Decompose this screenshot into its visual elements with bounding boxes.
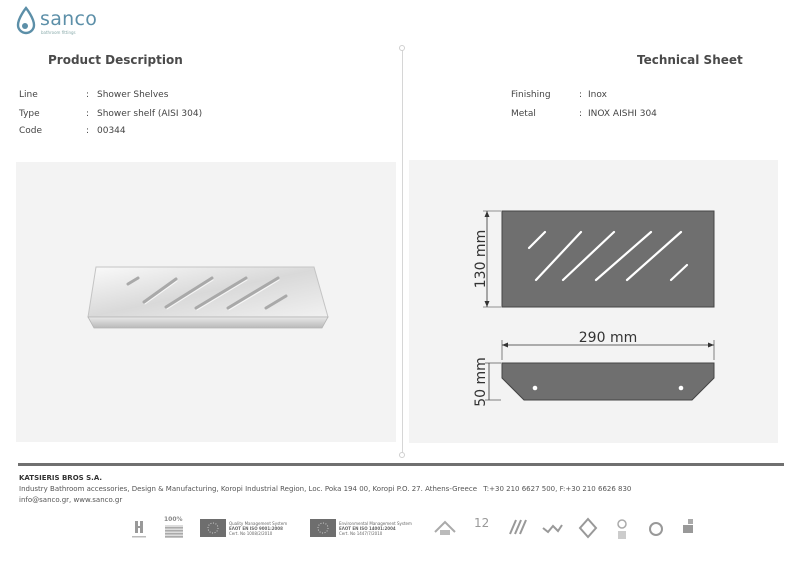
technical-sheet-heading: Technical Sheet xyxy=(637,53,743,67)
shelf-front-view xyxy=(502,363,714,400)
nano-icon xyxy=(678,516,700,542)
greece-percent: 100% xyxy=(164,516,183,523)
width-dimension-label: 290 mm xyxy=(578,330,638,346)
wave-check-icon xyxy=(540,516,564,542)
height-dimension-label: 130 mm xyxy=(473,229,489,289)
footer-rule xyxy=(18,463,784,466)
spec-label-metal: Metal xyxy=(511,109,536,119)
spec-label-line: Line xyxy=(19,90,38,100)
iso14001-line2: ΕΛΟΤ EN ISO 14001:2004 xyxy=(339,526,396,531)
spec-separator: : xyxy=(86,109,90,119)
spec-value-finishing: Inox xyxy=(588,90,607,100)
spec-separator: : xyxy=(86,90,90,100)
spec-separator: : xyxy=(579,109,583,119)
product-image-panel xyxy=(16,162,396,442)
iso9001-line2: ΕΛΟΤ EN ISO 9001:2008 xyxy=(229,526,283,531)
spec-label-code: Code xyxy=(19,126,43,136)
recycle-icon xyxy=(577,516,599,542)
eu-flag-icon xyxy=(310,519,336,537)
technical-specs xyxy=(511,90,761,130)
divider-dot-bottom xyxy=(399,452,405,458)
water-drop-icon xyxy=(14,6,38,36)
iso9001-line1: Quality Management System xyxy=(229,521,288,526)
spec-label-type: Type xyxy=(19,109,40,119)
shower-shelf-image xyxy=(16,162,396,442)
sanco-logo xyxy=(14,6,124,36)
sun-icon xyxy=(611,516,633,542)
spec-value-code: 00344 xyxy=(97,126,126,136)
iso-9001-certificate xyxy=(200,516,300,542)
stripes-icon xyxy=(506,516,528,542)
spec-separator: : xyxy=(86,126,90,136)
spec-value-type: Shower shelf (AISI 304) xyxy=(97,109,203,119)
divider-dot-top xyxy=(399,45,405,51)
iso14001-line1: Environmental Management System xyxy=(339,521,412,526)
address-text: Industry Bathroom accessories, Design & Manufacturing, Koropi Industrial Region, Loc. Poka 194 00, Koropi P.O. 27. Athens-Greece xyxy=(19,485,478,493)
company-name: KATSIERIS BROS S.A. xyxy=(19,474,103,482)
spec-separator: : xyxy=(579,90,583,100)
company-address xyxy=(19,485,631,493)
product-specs xyxy=(19,90,269,150)
years-guarantee-badge xyxy=(471,516,493,542)
greece-flag-icon xyxy=(165,525,183,538)
technical-drawing-panel xyxy=(409,160,778,443)
made-in-greece-badge xyxy=(162,516,186,542)
years-number: 12 xyxy=(474,516,490,530)
building-icon xyxy=(432,516,458,542)
center-divider xyxy=(402,48,403,455)
certifications-strip xyxy=(128,516,708,544)
seal-icon xyxy=(645,516,667,542)
hotel-icon xyxy=(128,516,150,542)
iso9001-line3: Cert. No 1008/2/2010 xyxy=(229,531,273,536)
shelf-top-view xyxy=(502,211,714,307)
brand-tagline: bathroom fittings xyxy=(41,30,76,35)
phone-text: T:+30 210 6627 500, F:+30 210 6626 830 xyxy=(483,485,632,493)
iso14001-line3: Cert. No 1447/7/2010 xyxy=(339,531,383,536)
product-description-heading: Product Description xyxy=(48,53,183,67)
company-contact[interactable]: info@sanco.gr, www.sanco.gr xyxy=(19,496,123,504)
spec-label-finishing: Finishing xyxy=(511,90,551,100)
depth-dimension-label: 50 mm xyxy=(473,357,489,407)
technical-drawing xyxy=(409,160,778,443)
eu-flag-icon xyxy=(200,519,226,537)
spec-value-metal: INOX AISHI 304 xyxy=(588,109,657,119)
brand-name: sanco xyxy=(40,8,98,30)
spec-value-line: Shower Shelves xyxy=(97,90,169,100)
iso-14001-certificate xyxy=(310,516,418,542)
